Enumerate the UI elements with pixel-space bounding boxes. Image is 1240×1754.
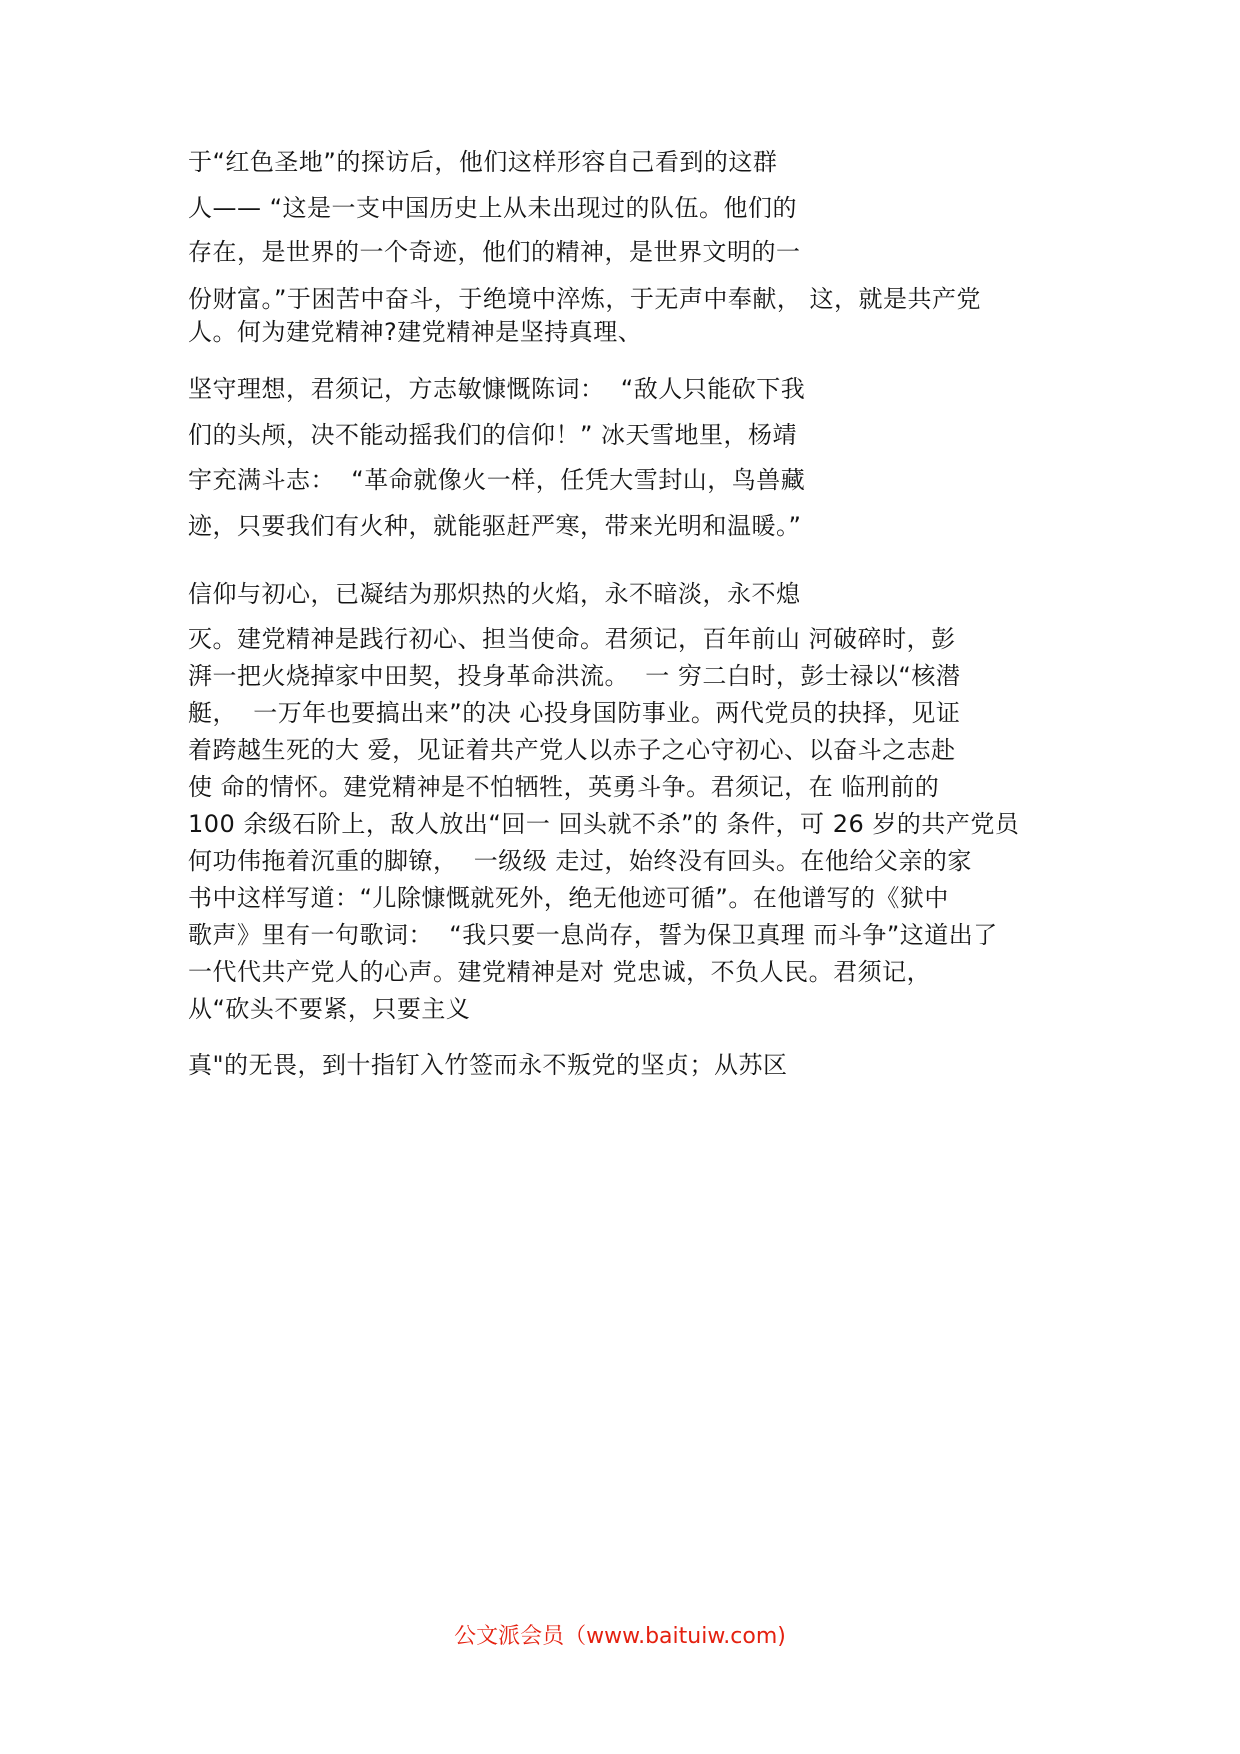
text-line-10: 信仰与初心，已凝结为那炽热的火焰，永不暗淡，永不熄 <box>188 580 801 608</box>
text-line-19: 歌声》里有一句歌词： “我只要一息尚存，誓为保卫真理 而斗争”这道出了 <box>188 921 998 949</box>
text-line-22: 真"的无畏，到十指钉入竹签而永不叛党的坚贞；从苏区 <box>188 1051 788 1079</box>
text-line-2: 人—— “这是一支中国历史上从未出现过的队伍。他们的 <box>188 194 798 222</box>
text-line-18: 书中这样写道：“儿除慷慨就死外，绝无他迹可循”。在他谱写的《狱中 <box>188 884 949 912</box>
text-line-21: 从“砍头不要紧，只要主义 <box>188 995 471 1023</box>
text-line-9: 迹，只要我们有火种，就能驱赶严寒，带来光明和温暖。” <box>188 512 802 540</box>
text-line-1: 于“红色圣地”的探访后，他们这样形容自己看到的这群 <box>188 148 778 176</box>
footer-membership-link[interactable]: 公文派会员（www.baituiw.com) <box>454 1624 786 1649</box>
text-line-13: 艇， 一万年也要搞出来”的决 心投身国防事业。两代党员的抉择，见证 <box>188 699 961 727</box>
text-line-17: 何功伟拖着沉重的脚镣， 一级级 走过，始终没有回头。在他给父亲的家 <box>188 847 972 875</box>
text-line-14: 着跨越生死的大 爱，见证着共产党人以赤子之心守初心、以奋斗之志赴 <box>188 736 956 764</box>
text-line-20: 一代代共产党人的心声。建党精神是对 党忠诚，不负人民。君须记， <box>188 958 932 986</box>
text-line-8: 宇充满斗志： “革命就像火一样，任凭大雪封山，鸟兽藏 <box>188 466 806 494</box>
text-line-6: 坚守理想，君须记，方志敏慷慨陈词： “敌人只能砍下我 <box>188 375 806 403</box>
text-line-11: 灭。建党精神是践行初心、担当使命。君须记，百年前山 河破碎时，彭 <box>188 625 956 653</box>
text-line-3: 存在，是世界的一个奇迹，他们的精神，是世界文明的一 <box>188 238 801 266</box>
text-line-15: 使 命的情怀。建党精神是不怕牺牲，英勇斗争。君须记，在 临刑前的 <box>188 773 940 801</box>
text-line-7: 们的头颅，决不能动摇我们的信仰！” 冰天雪地里，杨靖 <box>188 421 798 449</box>
text-line-12: 湃一把火烧掉家中田契，投身革命洪流。 一 穷二白时，彭士禄以“核潜 <box>188 662 961 690</box>
text-line-5: 人。何为建党精神?建党精神是坚持真理、 <box>188 318 643 346</box>
text-line-4: 份财富。”于困苦中奋斗，于绝境中淬炼，于无声中奉献， 这，就是共产党 <box>188 285 982 313</box>
text-line-16: 100 余级石阶上，敌人放出“回一 回头就不杀”的 条件，可 26 岁的共产党员 <box>188 810 1020 838</box>
